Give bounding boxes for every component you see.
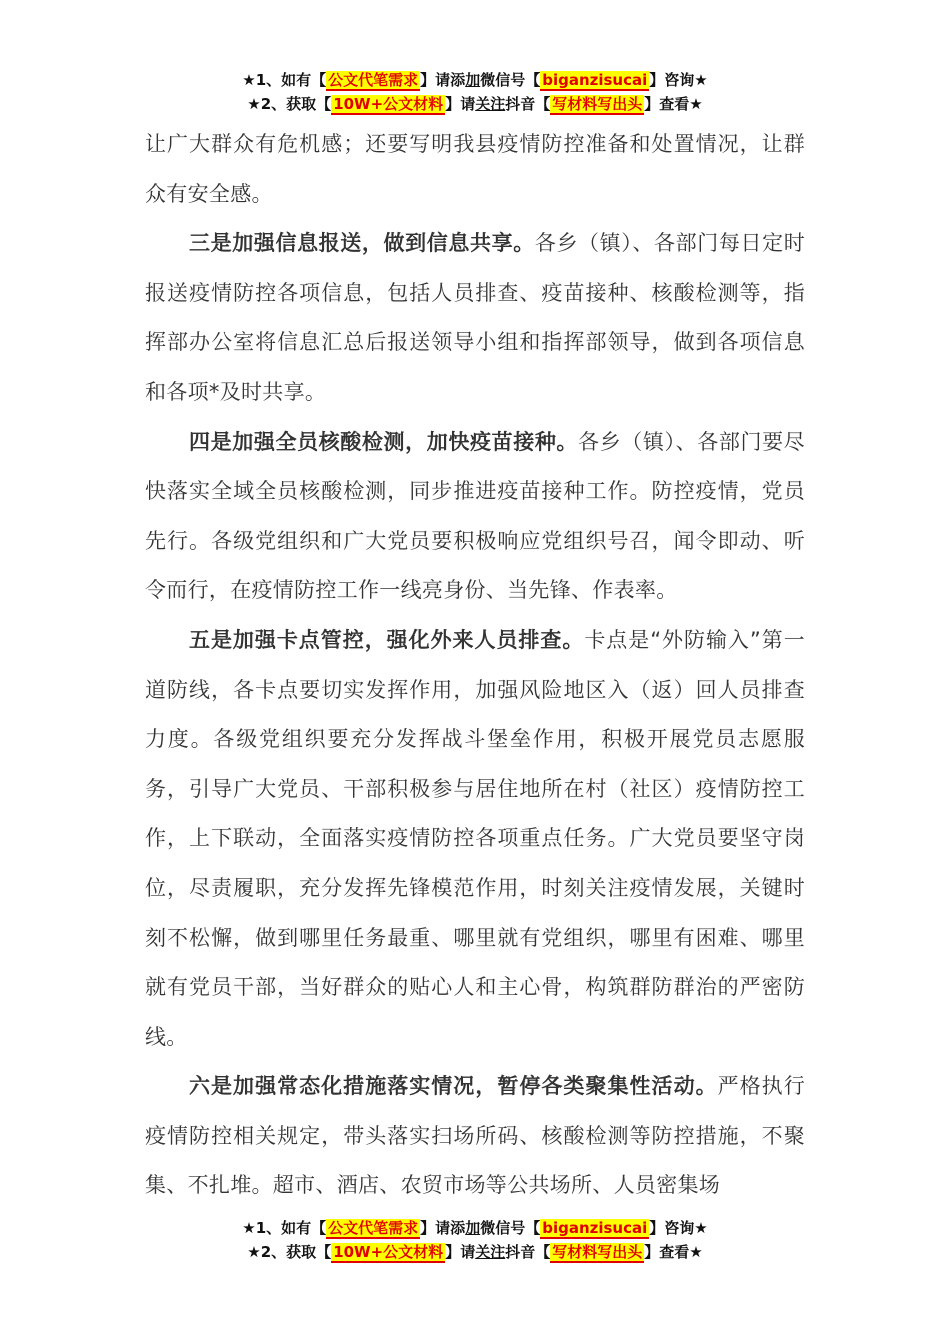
paragraph [145,616,805,1062]
banner-text: 】查看★ [644,1243,703,1261]
paragraph [145,1062,805,1211]
banner-text: ★1、如有【 [242,1219,327,1237]
banner-text: 】请添 [420,1219,466,1237]
banner-line-1 [0,1216,950,1240]
paragraph [145,418,805,616]
footer-banner [0,1216,950,1264]
paragraph-text: 各乡（镇）、各部门每日定时报送疫情防控各项信息，包括人员排查、疫苗接种、核酸检测等，指挥部办公室将信息汇总后报送领导小组和指挥部领导，做到各项信息和各项*及时共享。 [145,231,805,404]
banner-highlight: 公文代笔需求 [328,1219,419,1237]
banner-underlined-text: 加 [465,71,481,89]
banner-highlight: 写材料写出头 [552,95,643,113]
paragraph-text: 各乡（镇）、各部门要尽快落实全域全员核酸检测，同步推进疫苗接种工作。防控疫情，党员先行。各级党组织和广大党员要积极响应党组织号召，闻令即动、听令而行，在疫情防控工作一线亮身份、当先锋、作表率。 [145,429,805,603]
banner-text: ★2、获取【 [247,1243,332,1261]
banner-text: ★1、如有【 [242,71,327,89]
banner-text: 】请 [445,95,476,113]
banner-text: 】查看★ [644,95,703,113]
banner-highlight: biganzisucai [542,1219,648,1237]
banner-highlight: 写材料写出头 [552,1243,643,1261]
banner-underlined-text: 关注 [475,1243,506,1261]
banner-text: 】咨询★ [649,71,708,89]
paragraph [145,219,805,417]
banner-text: 微信号【 [480,1219,541,1237]
banner-text: 抖音【 [505,1243,551,1261]
banner-text: 】咨询★ [649,1219,708,1237]
banner-highlight: biganzisucai [542,71,648,89]
paragraph-text: 卡点是“外防输入”第一道防线，各卡点要切实发挥作用，加强风险地区入（返）回人员排查力度。各级党组织要充分发挥战斗堡垒作用，积极开展党员志愿服务，引导广大党员、干部积极参与居住地所在村（社区）疫情防控工作，上下联动，全面落实疫情防控各项重点任务。广大党员要坚守岗位，尽责履职，充分发挥先锋模范作用，时刻关注疫情发展，关键时刻不松懈，做到哪里任务最重、哪里就有党组织，哪里有困难、哪里就有党员干部，当好群众的贴心人和主心骨，构筑群防群治的严密防线。 [145,627,805,1049]
paragraph-text: 严格执行疫情防控相关规定，带头落实扫场所码、核酸检测等防控措施，不聚集、不扎堆。超市、酒店、农贸市场等公共场所、人员密集场 [145,1074,806,1198]
paragraph [145,120,805,219]
document-body [145,120,805,1211]
banner-underlined-text: 关注 [475,95,506,113]
banner-text: 】请添 [420,71,466,89]
banner-line-1 [0,68,950,92]
banner-underlined-text: 加 [465,1219,481,1237]
banner-highlight: 公文代笔需求 [328,71,419,89]
banner-text: ★2、获取【 [247,95,332,113]
banner-text: 抖音【 [505,95,551,113]
banner-highlight: 10W+公文材料 [333,1243,444,1261]
paragraph-heading: 五是加强卡点管控，强化外来人员排查。 [189,627,585,652]
banner-line-2 [0,92,950,116]
banner-highlight: 10W+公文材料 [333,95,444,113]
banner-text: 微信号【 [480,71,541,89]
paragraph-heading: 四是加强全员核酸检测，加快疫苗接种。 [189,429,579,454]
paragraph-heading: 三是加强信息报送，做到信息共享。 [189,231,535,256]
banner-line-2 [0,1240,950,1264]
header-banner [0,68,950,116]
banner-text: 】请 [445,1243,476,1261]
paragraph-heading: 六是加强常态化措施落实情况，暂停各类聚集性活动。 [189,1074,718,1099]
paragraph-text: 让广大群众有危机感；还要写明我县疫情防控准备和处置情况，让群众有安全感。 [145,132,805,206]
